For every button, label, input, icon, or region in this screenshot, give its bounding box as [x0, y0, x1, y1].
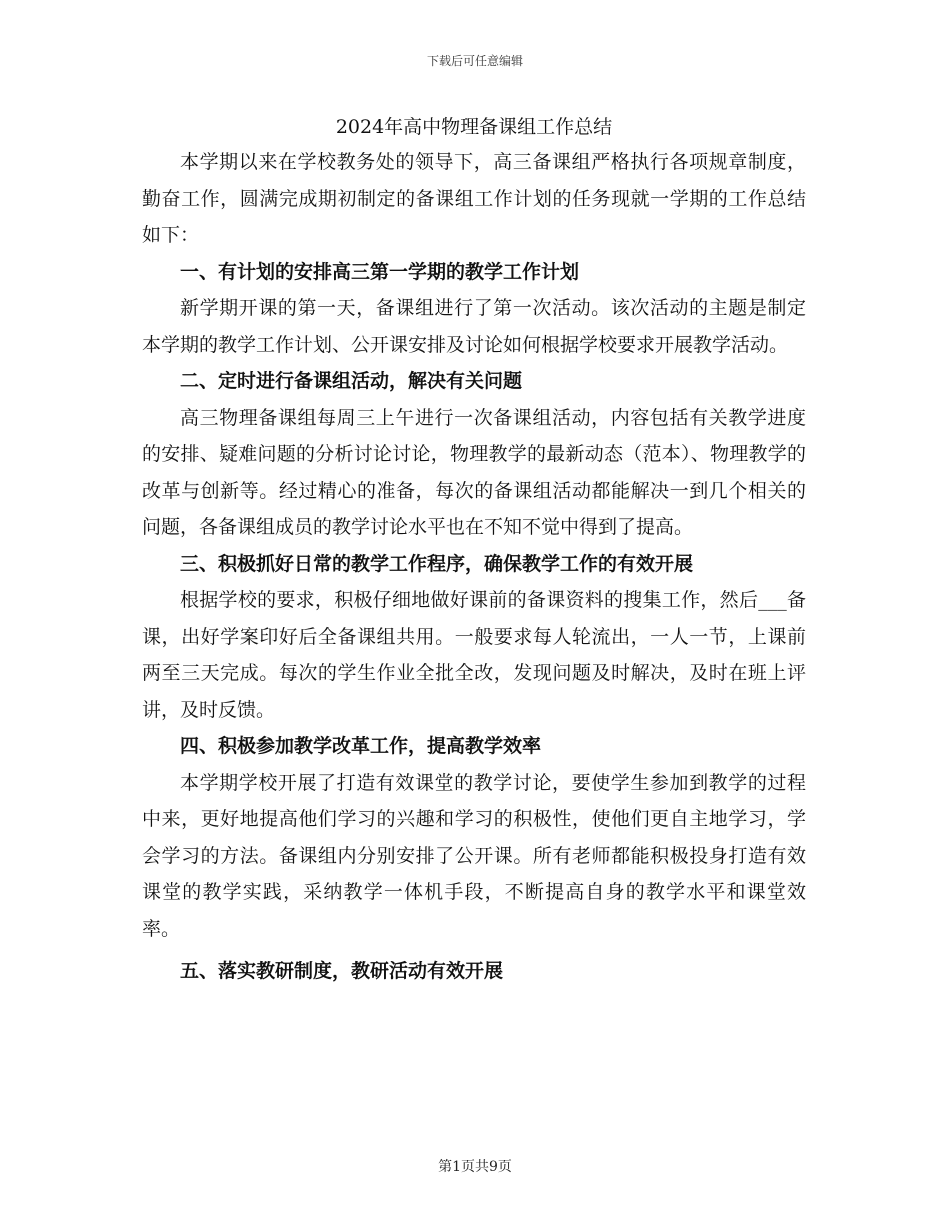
- section-paragraph: 根据学校的要求，积极仔细地做好课前的备课资料的搜集工作，然后___备课，出好学案印好后全备课组共用。一般要求每人轮流出，一人一节，上课前两至三天完成。每次的学生作业全批全改，发现问题及时解决，及时在班上评讲，及时反馈。: [142, 589, 806, 721]
- section-paragraph: 本学期学校开展了打造有效课堂的教学讨论，要使学生参加到教学的过程中来，更好地提高他们学习的兴趣和学习的积极性，使他们更自主地学习，学会学习的方法。备课组内分别安排了公开课。所有老师都能积极投身打造有效课堂的教学实践，采纳教学一体机手段，不断提高自身的教学水平和课堂效率。: [142, 771, 806, 940]
- section-heading: 二、定时进行备课组活动，解决有关问题: [180, 370, 523, 392]
- section-paragraph: 高三物理备课组每周三上午进行一次备课组活动，内容包括有关教学进度的安排、疑难问题的分析讨论讨论，物理教学的最新动态（范本）、物理教学的改革与创新等。经过精心的准备，每次的备课组活动都能解决一到几个相关的问题，各备课组成员的教学讨论水平也在不知不觉中得到了提高。: [142, 406, 806, 538]
- intro-paragraph: 本学期以来在学校教务处的领导下，高三备课组严格执行各项规章制度，勤奋工作，圆满完成期初制定的备课组工作计划的任务现就一学期的工作总结如下：: [142, 151, 806, 246]
- section-1: [142, 254, 806, 364]
- section-3: [142, 546, 806, 729]
- document-body: [142, 112, 806, 990]
- section-heading: 四、积极参加教学改革工作，提高教学效率: [180, 735, 542, 757]
- section-paragraph: 新学期开课的第一天，备课组进行了第一次活动。该次活动的主题是制定本学期的教学工作计划、公开课安排及讨论如何根据学校要求开展教学活动。: [142, 297, 806, 356]
- section-heading: 一、有计划的安排高三第一学期的教学工作计划: [180, 260, 580, 283]
- page-number: 第1页共9页: [438, 1159, 512, 1175]
- section-5: [142, 953, 806, 990]
- section-heading: 三、积极抓好日常的教学工作程序，确保教学工作的有效开展: [180, 552, 694, 575]
- document-title: 2024年高中物理备课组工作总结: [335, 116, 613, 138]
- section-4: [142, 728, 806, 947]
- page-header-note: 下载后可任意编辑: [426, 54, 523, 68]
- section-heading: 五、落实教研制度，教研活动有效开展: [180, 960, 504, 982]
- section-2: [142, 363, 806, 546]
